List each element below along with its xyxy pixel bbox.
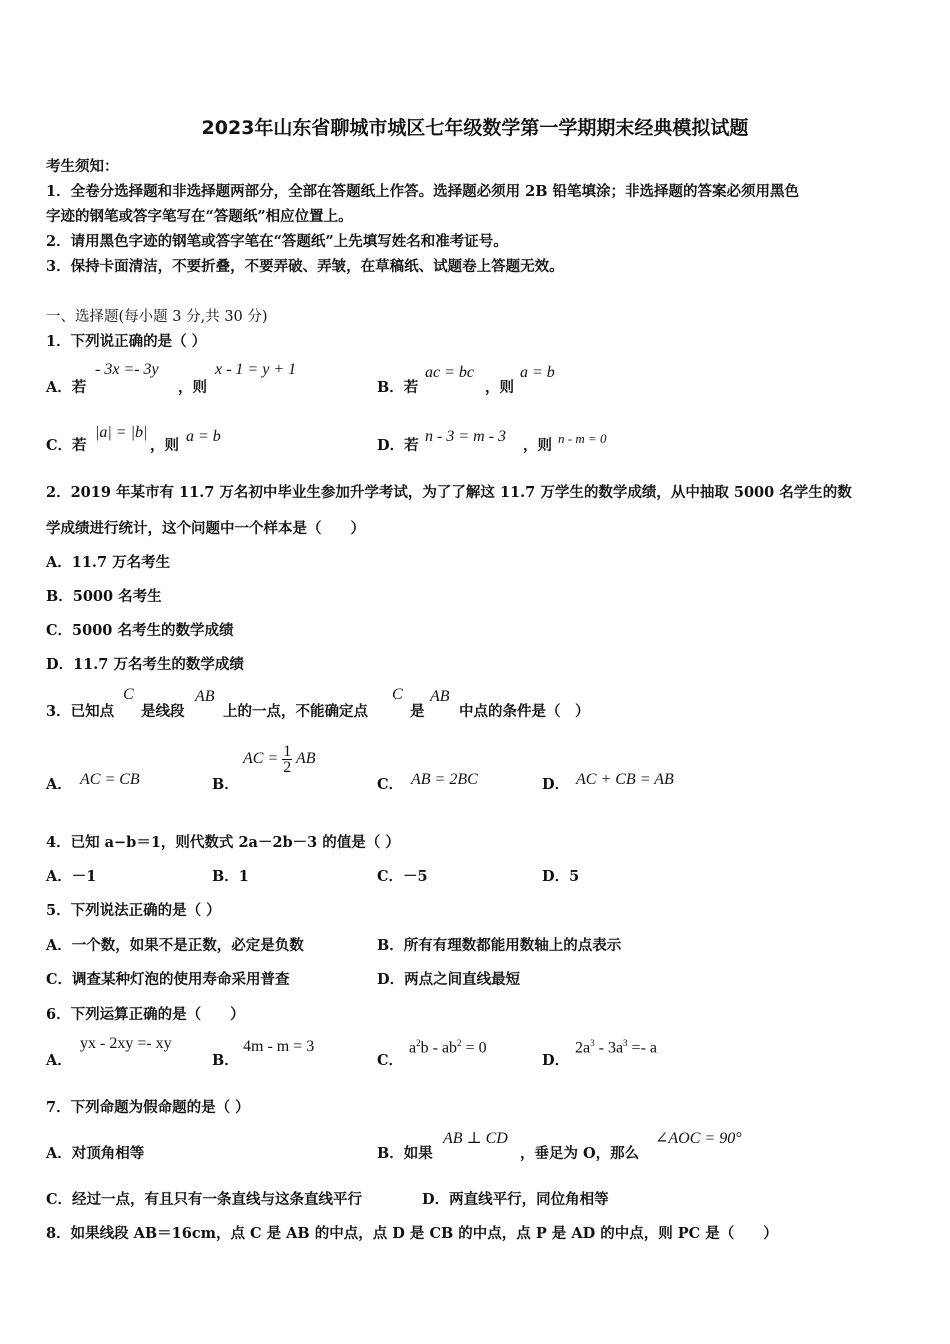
q7-option-b-math2: ∠AOC = 90° <box>655 1130 742 1147</box>
q6-option-d-part3: =- a <box>627 1039 657 1057</box>
q3-stem-part1: 3．已知点 <box>46 703 115 720</box>
q1-option-c-label: C．若 <box>46 437 87 454</box>
q6-option-c-label: C． <box>377 1052 404 1069</box>
q6-option-a-math: yx - 2xy =- xy <box>80 1035 172 1052</box>
q3-option-b-label: B． <box>212 776 239 793</box>
notice-line-1b: 字迹的钢笔或答字笔写在“答题纸”相应位置上。 <box>46 208 353 225</box>
q7-option-b-prefix: B．如果 <box>377 1145 433 1162</box>
q7-stem: 7．下列命题为假命题的是（ ） <box>46 1099 250 1116</box>
q3-option-b-denominator: 2 <box>283 759 292 776</box>
q3-stem-part4: 是 <box>410 703 425 720</box>
q4-option-d: D．5 <box>542 868 580 885</box>
q3-option-d-math: AC + CB = AB <box>576 771 674 788</box>
page-title: 2023年山东省聊城市城区七年级数学第一学期期末经典模拟试题 <box>201 117 749 139</box>
q3-option-a-label: A． <box>46 776 72 793</box>
notice-heading: 考生须知： <box>46 158 119 175</box>
q3-option-b-math <box>243 744 316 775</box>
q3-stem-part3: 上的一点，不能确定点 <box>223 703 368 720</box>
q6-option-c-exp2: 2 <box>457 1038 462 1048</box>
q6-option-c-part3: = 0 <box>461 1039 487 1057</box>
q3-option-a-math: AC = CB <box>80 771 140 788</box>
q6-option-b-math: 4m - m = 3 <box>243 1038 315 1055</box>
q2-option-d: D．11.7 万名考生的数学成绩 <box>46 656 244 673</box>
q6-option-c-exp1: 2 <box>416 1038 421 1048</box>
q2-stem-line1: 2．2019 年某市有 11.7 万名初中毕业生参加升学考试，为了了解这 11.7 万学生的数学成绩，从中抽取 5000 名学生的数 <box>46 484 852 501</box>
q6-option-d-part2: - 3a <box>594 1039 624 1057</box>
q3-option-b-lhs: AC = <box>243 750 279 768</box>
q3-option-c-math: AB = 2BC <box>411 771 478 788</box>
q2-option-c: C．5000 名考生的数学成绩 <box>46 622 234 639</box>
q5-option-d: D．两点之间直线最短 <box>377 971 521 988</box>
q6-option-d-exp1: 3 <box>590 1038 595 1048</box>
q4-option-a: A．－1 <box>46 868 97 885</box>
q1-option-b-then: ，则 <box>485 379 514 396</box>
q6-option-b-label: B． <box>212 1052 239 1069</box>
q3-stem-math2: AB <box>195 688 215 705</box>
q2-option-a: A．11.7 万名考生 <box>46 554 171 571</box>
q1-option-d-math2: n - m = 0 <box>558 431 607 446</box>
q6-option-c-part1: a <box>409 1039 417 1057</box>
q3-stem-part2: 是线段 <box>141 703 185 720</box>
q3-stem-math4: AB <box>430 688 450 705</box>
q3-option-b-fraction <box>282 744 292 775</box>
q1-option-b-math1: ac = bc <box>425 364 474 381</box>
notice-line-2: 2．请用黑色字迹的钢笔或答字笔在“答题纸”上先填写姓名和准考证号。 <box>46 233 508 250</box>
q6-option-c-math <box>409 1038 487 1057</box>
q3-option-b-rhs: AB <box>295 750 316 768</box>
q3-option-d-label: D． <box>542 776 570 793</box>
section-heading: 一、选择题(每小题 3 分,共 30 分) <box>46 309 268 325</box>
q6-option-d-part1: 2a <box>575 1039 591 1057</box>
q6-option-d-exp2: 3 <box>623 1038 628 1048</box>
q1-option-b-math2: a = b <box>520 364 555 381</box>
q4-stem: 4．已知 a−b＝1，则代数式 2a－2b－3 的值是（ ） <box>46 834 400 851</box>
q1-option-a-then: ，则 <box>178 379 207 396</box>
q1-option-a-label: A．若 <box>46 379 87 396</box>
q6-stem: 6．下列运算正确的是（ ） <box>46 1006 245 1023</box>
q4-option-b: B．1 <box>212 868 249 885</box>
q1-option-c-then: ，则 <box>150 437 179 454</box>
q3-stem-part5: 中点的条件是（ ） <box>459 703 590 720</box>
q7-option-a: A．对顶角相等 <box>46 1145 145 1162</box>
q1-option-a-math2: x - 1 = y + 1 <box>215 361 297 378</box>
q7-option-d: D．两直线平行，同位角相等 <box>422 1191 609 1208</box>
q2-option-b: B．5000 名考生 <box>46 588 162 605</box>
q8-stem: 8．如果线段 AB＝16cm，点 C 是 AB 的中点，点 D 是 CB 的中点，点 P 是 AD 的中点，则 PC 是（ ） <box>46 1225 778 1242</box>
notice-line-1a: 1．全卷分选择题和非选择题两部分，全部在答题纸上作答。选择题必须用 2B 铅笔填涂；非选择题的答案必须用黑色 <box>46 183 800 200</box>
notice-line-3: 3．保持卡面清洁，不要折叠，不要弄破、弄皱，在草稿纸、试题卷上答题无效。 <box>46 258 564 275</box>
q2-stem-line2: 学成绩进行统计，这个问题中一个样本是（ ） <box>46 520 365 537</box>
q5-stem: 5．下列说法正确的是（ ） <box>46 902 221 919</box>
q6-option-a-label: A． <box>46 1052 72 1069</box>
q3-option-b-numerator: 1 <box>283 743 292 760</box>
q4-option-c: C．－5 <box>377 868 428 885</box>
q1-stem: 1．下列说正确的是（ ） <box>46 333 207 350</box>
q7-option-b-math1: AB ⊥ CD <box>443 1130 508 1147</box>
q6-option-d-label: D． <box>542 1052 570 1069</box>
q1-option-b-label: B．若 <box>377 379 419 396</box>
q1-option-a-math1: - 3x =- 3y <box>95 361 159 378</box>
q1-option-d-then: ，则 <box>523 437 552 454</box>
q7-option-b-middle: ，垂足为 O，那么 <box>520 1145 640 1162</box>
q3-stem-math1: C <box>123 686 134 703</box>
q1-option-c-math2: a = b <box>186 428 221 445</box>
q5-option-b: B．所有有理数都能用数轴上的点表示 <box>377 937 622 954</box>
q5-option-c: C．调查某种灯泡的使用寿命采用普查 <box>46 971 290 988</box>
q3-option-c-label: C． <box>377 776 404 793</box>
q7-option-c: C．经过一点，有且只有一条直线与这条直线平行 <box>46 1191 363 1208</box>
q6-option-d-math <box>575 1038 657 1057</box>
q3-stem-math3: C <box>392 686 403 703</box>
q1-option-d-label: D．若 <box>377 437 419 454</box>
q1-option-d-math1: n - 3 = m - 3 <box>425 428 507 445</box>
q1-option-c-math1: |a| = |b| <box>95 424 148 441</box>
q5-option-a: A．一个数，如果不是正数，必定是负数 <box>46 937 304 954</box>
q6-option-c-part2: b - ab <box>420 1039 458 1057</box>
